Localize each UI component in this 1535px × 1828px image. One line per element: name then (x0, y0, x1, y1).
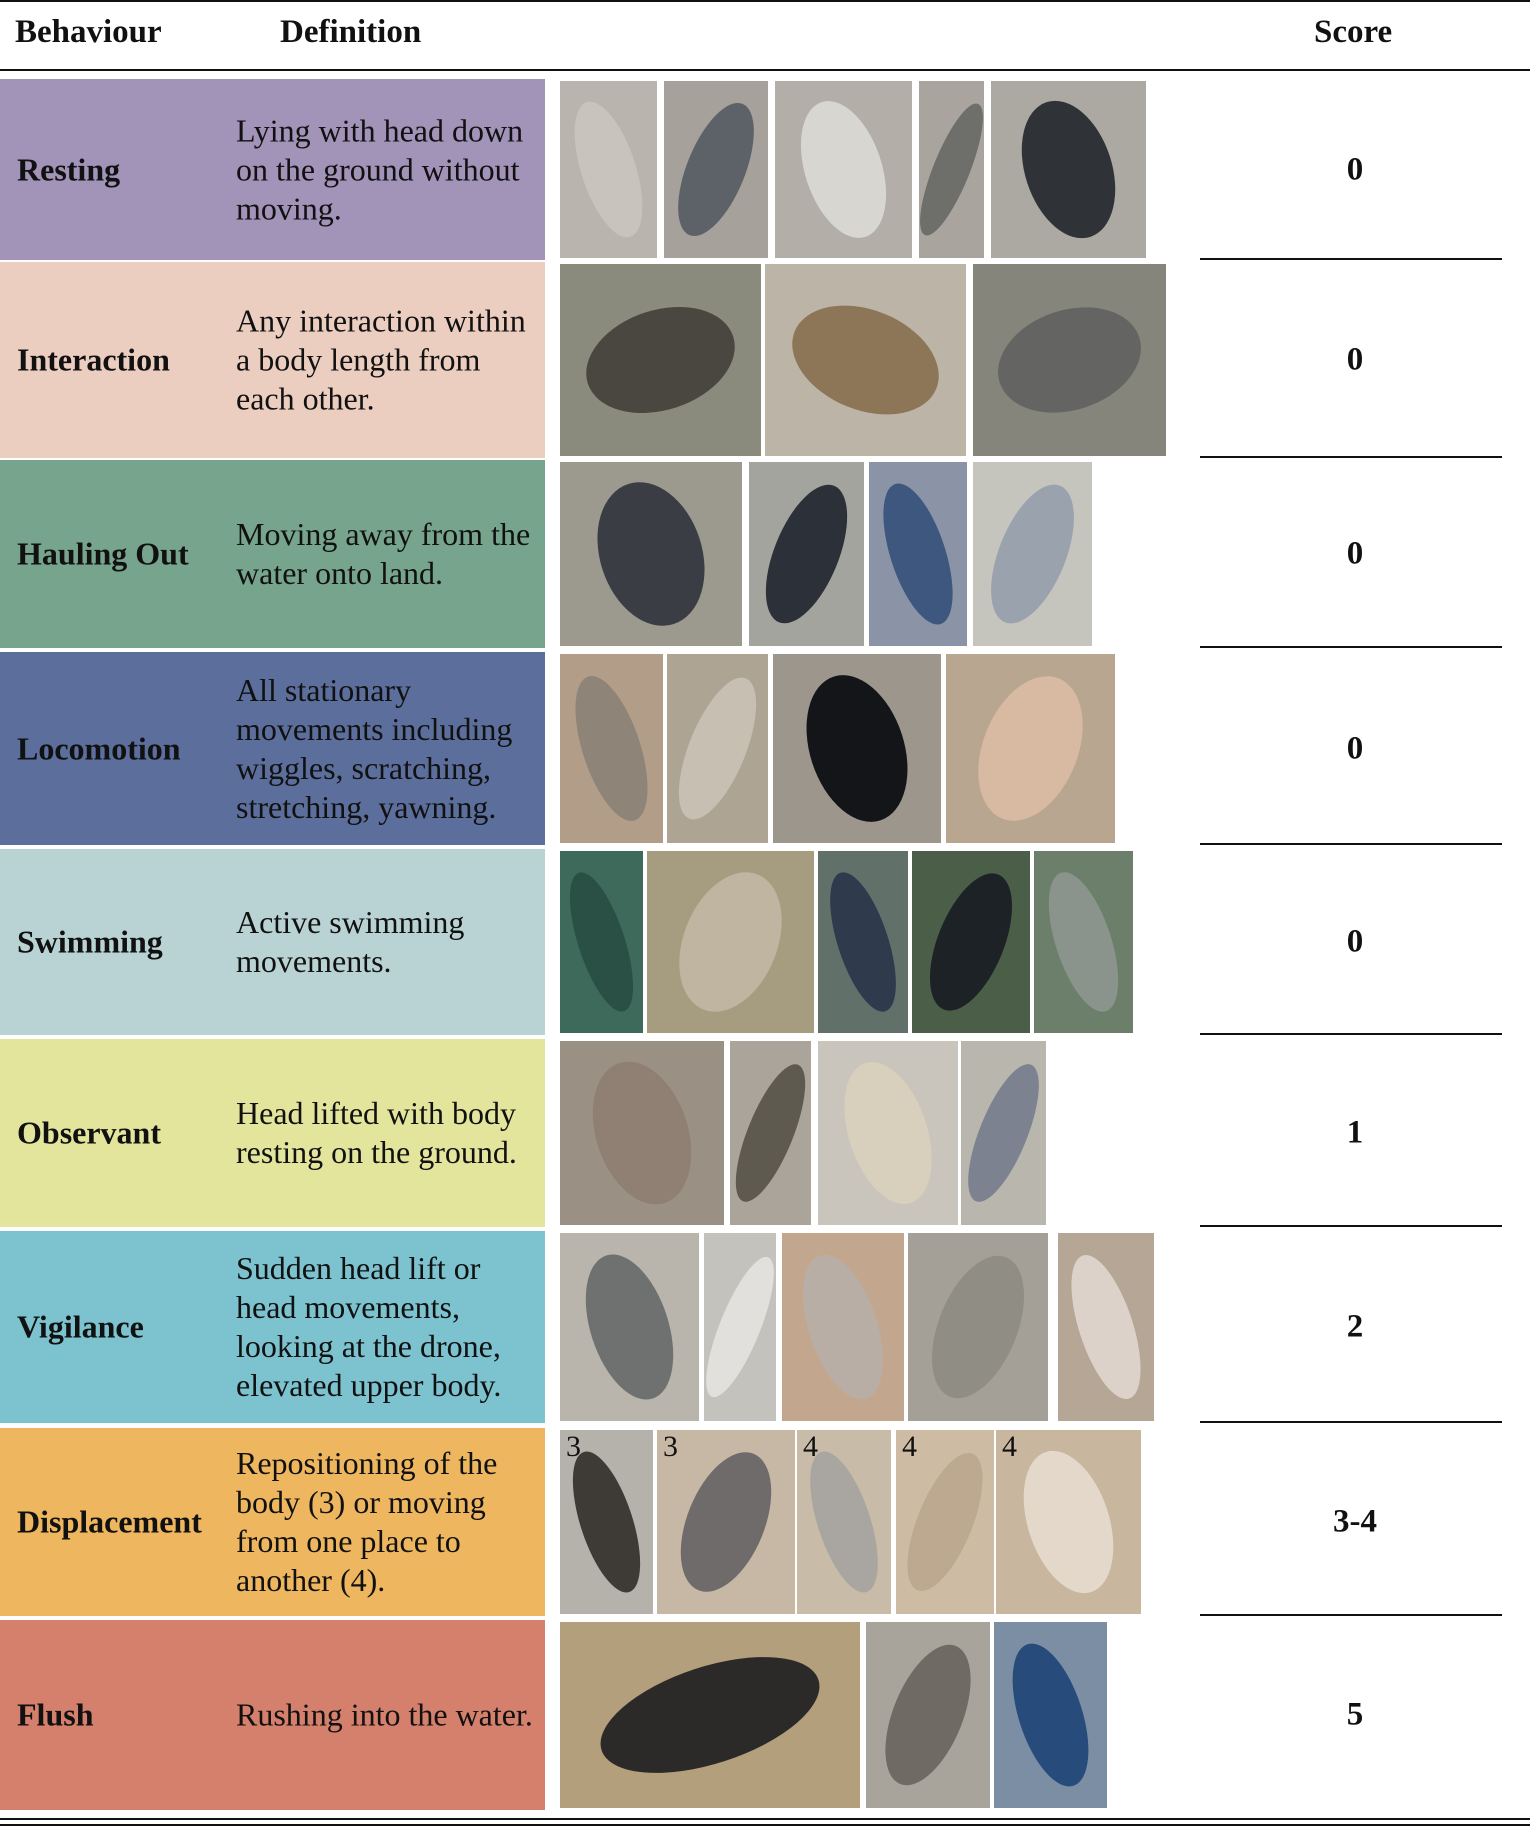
score-divider (1200, 258, 1502, 260)
behaviour-definition: Rushing into the water. (236, 1696, 533, 1733)
seal-shape (576, 1049, 709, 1217)
seal-shape (818, 865, 908, 1019)
header-top-rule (0, 0, 1530, 2)
table-row (0, 460, 1535, 648)
seal-shape (569, 1243, 690, 1410)
seal-shape (958, 661, 1102, 837)
seal-photo (991, 81, 1146, 258)
table-row (0, 79, 1535, 260)
table-row (0, 1428, 1535, 1616)
behaviour-score: 0 (1346, 341, 1364, 378)
table-row (0, 652, 1535, 845)
seal-photo (664, 81, 768, 258)
seal-shape (974, 473, 1091, 634)
seal-shape (667, 668, 768, 829)
seal-photo (667, 654, 768, 843)
seal-photo (866, 1622, 990, 1808)
behaviour-definition: Active swimming movements. (236, 904, 465, 979)
behaviour-name: Swimming (17, 923, 163, 960)
seal-shape (561, 94, 656, 245)
photo-score-label: 4 (1002, 1430, 1017, 1463)
seal-shape (913, 1243, 1042, 1412)
seal-shape (730, 1056, 811, 1209)
seal-photo (560, 462, 742, 646)
seal-shape (580, 468, 722, 639)
behaviour-score: 0 (1346, 923, 1364, 960)
behaviour-name: Resting (17, 151, 121, 187)
seal-photo (961, 1041, 1046, 1225)
seal-photo (560, 1041, 724, 1225)
header-definition: Definition (280, 14, 422, 50)
seal-shape (789, 662, 925, 835)
seal-shape (663, 1439, 790, 1604)
footer-rule (0, 1818, 1530, 1820)
header-score: Score (1314, 14, 1393, 50)
header-bottom-rule (0, 69, 1530, 71)
behaviour-definition: Head lifted with body resting on the ground. (236, 1095, 517, 1170)
table-row (0, 1620, 1535, 1810)
score-divider (1200, 843, 1502, 845)
table-row (0, 849, 1535, 1035)
behaviour-name: Interaction (17, 341, 170, 378)
score-divider (1200, 1033, 1502, 1035)
seal-shape (704, 1250, 776, 1405)
seal-photo (896, 1430, 994, 1614)
behaviour-score: 1 (1346, 1114, 1364, 1151)
behaviour-name: Vigilance (17, 1308, 144, 1345)
seal-shape (868, 1633, 988, 1797)
header-behaviour: Behaviour (15, 14, 162, 50)
behaviour-definition: Lying with head down on the ground without moving. (236, 112, 524, 226)
score-divider (1200, 1614, 1502, 1616)
behaviour-definition: Repositioning of the body (3) or moving from one place to another (4). (236, 1445, 498, 1598)
seal-photo (782, 1233, 904, 1421)
behaviour-name: Displacement (17, 1503, 202, 1540)
seal-shape (572, 289, 748, 431)
seal-shape (961, 1056, 1046, 1210)
seal-shape (797, 1444, 891, 1600)
seal-photo (912, 851, 1030, 1033)
seal-shape (1058, 1247, 1154, 1407)
seal-photo (560, 654, 663, 843)
seal-photo (946, 654, 1115, 843)
seal-shape (984, 290, 1154, 430)
behaviour-definition: Any interaction within a body length from each other. (236, 302, 526, 417)
seal-shape (896, 1443, 994, 1600)
seal-shape (1005, 89, 1131, 250)
seal-shape (1007, 1439, 1130, 1604)
seal-photo (996, 1430, 1141, 1614)
seal-photo (818, 1041, 958, 1225)
seal-photo (560, 81, 657, 258)
photo-score-label: 4 (902, 1430, 917, 1463)
score-divider (1200, 1421, 1502, 1423)
seal-photo (973, 264, 1166, 456)
seal-photo (560, 1430, 653, 1614)
score-divider (1200, 646, 1502, 648)
photo-score-label: 3 (566, 1430, 581, 1463)
seal-photo (560, 851, 643, 1033)
seal-shape (785, 90, 902, 248)
seal-photo (647, 851, 814, 1033)
seal-photo (869, 462, 967, 646)
seal-photo (560, 1622, 860, 1808)
seal-photo (919, 81, 984, 258)
seal-photo (560, 1233, 699, 1421)
seal-photo (765, 264, 966, 456)
seal-photo (775, 81, 912, 258)
behaviour-name: Hauling Out (17, 535, 189, 572)
seal-shape (561, 668, 663, 830)
table-row (0, 1039, 1535, 1227)
seal-photo (908, 1233, 1048, 1421)
behaviour-name: Observant (17, 1114, 161, 1151)
seal-shape (828, 1051, 948, 1215)
behaviour-score: 2 (1346, 1308, 1364, 1345)
seal-photo (1034, 851, 1133, 1033)
seal-shape (587, 1634, 834, 1796)
seal-photo (730, 1041, 811, 1225)
seal-shape (660, 857, 801, 1027)
behaviour-score: 0 (1346, 151, 1364, 187)
behaviour-definition: Moving away from the water onto land. (236, 516, 531, 591)
seal-shape (664, 93, 768, 246)
table-row (0, 262, 1535, 458)
behaviour-score: 0 (1346, 535, 1364, 572)
seal-shape (997, 1634, 1103, 1795)
behaviour-definition: Sudden head lift or head movements, looking at the drone, elevated upper body. (236, 1250, 502, 1403)
seal-photo (1058, 1233, 1154, 1421)
score-divider (1200, 456, 1502, 458)
seal-photo (749, 462, 864, 646)
seal-photo (773, 654, 941, 843)
photo-score-label: 4 (803, 1430, 818, 1463)
table-row (0, 1231, 1535, 1423)
seal-shape (560, 866, 643, 1019)
score-divider (1200, 1225, 1502, 1227)
seal-shape (869, 476, 967, 633)
behaviour-name: Locomotion (17, 730, 181, 766)
seal-photo (657, 1430, 795, 1614)
seal-shape (560, 1444, 653, 1600)
seal-shape (1035, 864, 1133, 1020)
seal-shape (913, 862, 1029, 1022)
seal-shape (919, 97, 984, 242)
seal-photo (704, 1233, 776, 1421)
seal-shape (749, 474, 864, 635)
behaviour-score: 5 (1346, 1696, 1364, 1733)
seal-photo (818, 851, 908, 1033)
seal-photo (560, 264, 761, 456)
seal-photo (994, 1622, 1107, 1808)
seal-shape (787, 1245, 898, 1409)
behaviour-name: Flush (17, 1696, 94, 1733)
behaviour-score: 3-4 (1333, 1503, 1377, 1540)
footer-rule-double (0, 1824, 1530, 1826)
seal-shape (776, 285, 955, 435)
photo-score-label: 3 (663, 1430, 678, 1463)
seal-photo (973, 462, 1092, 646)
seal-photo (797, 1430, 891, 1614)
behaviour-score: 0 (1346, 730, 1364, 766)
behaviour-definition: All stationary movements including wiggles, scratching, stretching, yawning. (236, 671, 513, 825)
